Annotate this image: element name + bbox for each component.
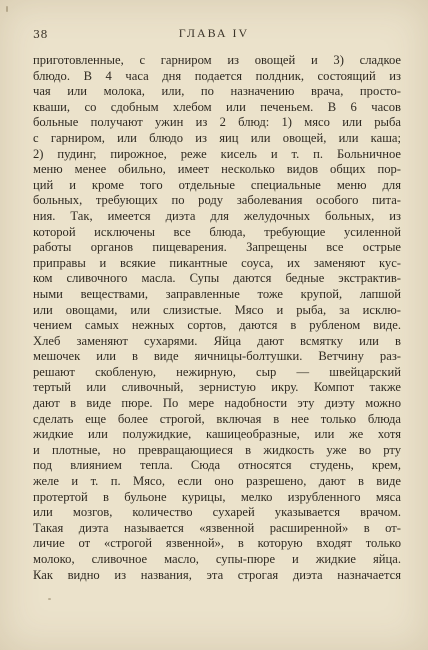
- paper-speck: [48, 598, 51, 600]
- text-line: больные получают ужин из 2 блюд: 1) мясо или рыба: [33, 115, 401, 130]
- text-line: молоко, сливочное масло, супы-пюре и жидкие яйца.: [33, 552, 401, 566]
- text-line: блюдо. В 4 часа дня подается полдник, состоящий из: [33, 68, 401, 83]
- text-line: ными веществами, заправленные тоже крупой, лапшой: [33, 286, 401, 301]
- text-line: протертой в бульоне курицы, мелко изрубленного мяса: [33, 489, 401, 504]
- text-line: меню менее обильно, имеет несколько видов общих пор-: [33, 162, 401, 177]
- text-line: личие от «строгой язвенной», в которую входят только: [33, 536, 401, 551]
- text-line: ций и кроме того отдельные специальные меню для: [33, 177, 401, 192]
- text-line: мешочек или в виде яичницы-болтушки. Ветчину раз-: [33, 349, 401, 364]
- text-line: работы органов пищеварения. Запрещены все острые: [33, 240, 401, 255]
- text-line: дают в виде пюре. По мере надобности эту диэту можно: [33, 396, 401, 411]
- text-line: с гарниром, или блюдо из яиц или овощей, или каша;: [33, 130, 401, 145]
- text-line: Как видно из названия, эта строгая диэта назначается: [33, 567, 401, 582]
- text-line: кваши, со сдобным хлебом или печеньем. В 6 часов: [33, 99, 401, 114]
- text-line: ния. Так, имеется диэта для желудочных больных, из: [33, 208, 401, 223]
- text-line: тертый или сливочный, зернистую икру. Компот также: [33, 380, 401, 395]
- text-line: сделать еще более строгой, включая в нее только блюда: [33, 411, 401, 426]
- text-line: или овощами, или слизистые. Мясо и рыба, за исклю-: [33, 302, 401, 317]
- text-line: ком сливочного масла. Супы даются бедные экстрактив-: [33, 271, 401, 286]
- text-line: и плотные, но превращающиеся в жидкость уже во рту: [33, 442, 401, 457]
- text-line: приготовленные, с гарниром из овощей и 3) сладкое: [33, 53, 401, 67]
- paper-speck: [6, 6, 8, 12]
- text-line: Хлеб заменяют сухарями. Яйца дают всмятку или в: [33, 333, 401, 348]
- body-text: [33, 53, 401, 583]
- text-line: 2) пудинг, пирожное, реже кисель и т. п. Больничное: [33, 146, 401, 161]
- text-line: решают скобленую, нежирную, сыр — швейцарский: [33, 364, 401, 379]
- text-line: чая или молока, или, по назначению врача, просто-: [33, 84, 401, 99]
- text-line: которой исключены все блюда, требующие усиленной: [33, 224, 401, 239]
- text-line: приправы и всякие пикантные соуса, их заменяют кус-: [33, 255, 401, 270]
- text-line: больных, требующих по роду заболевания особого пита-: [33, 193, 401, 208]
- page-number: 38: [33, 28, 48, 41]
- chapter-heading: ГЛАВА IV: [178, 26, 250, 40]
- text-line: Такая диэта называется «язвенной расширенной» в от-: [33, 520, 401, 535]
- text-line: жидкие или полужидкие, кашицеобразные, или же хотя: [33, 427, 401, 442]
- text-line: чением самых нежных сортов, даются в рубленом виде.: [33, 318, 401, 333]
- text-line: под влиянием тепла. Сюда относятся студень, крем,: [33, 458, 401, 473]
- text-line: или мозгов, количество сухарей указывается врачом.: [33, 505, 401, 520]
- text-line: желе и т. п. Мясо, если оно разрешено, дают в виде: [33, 474, 401, 489]
